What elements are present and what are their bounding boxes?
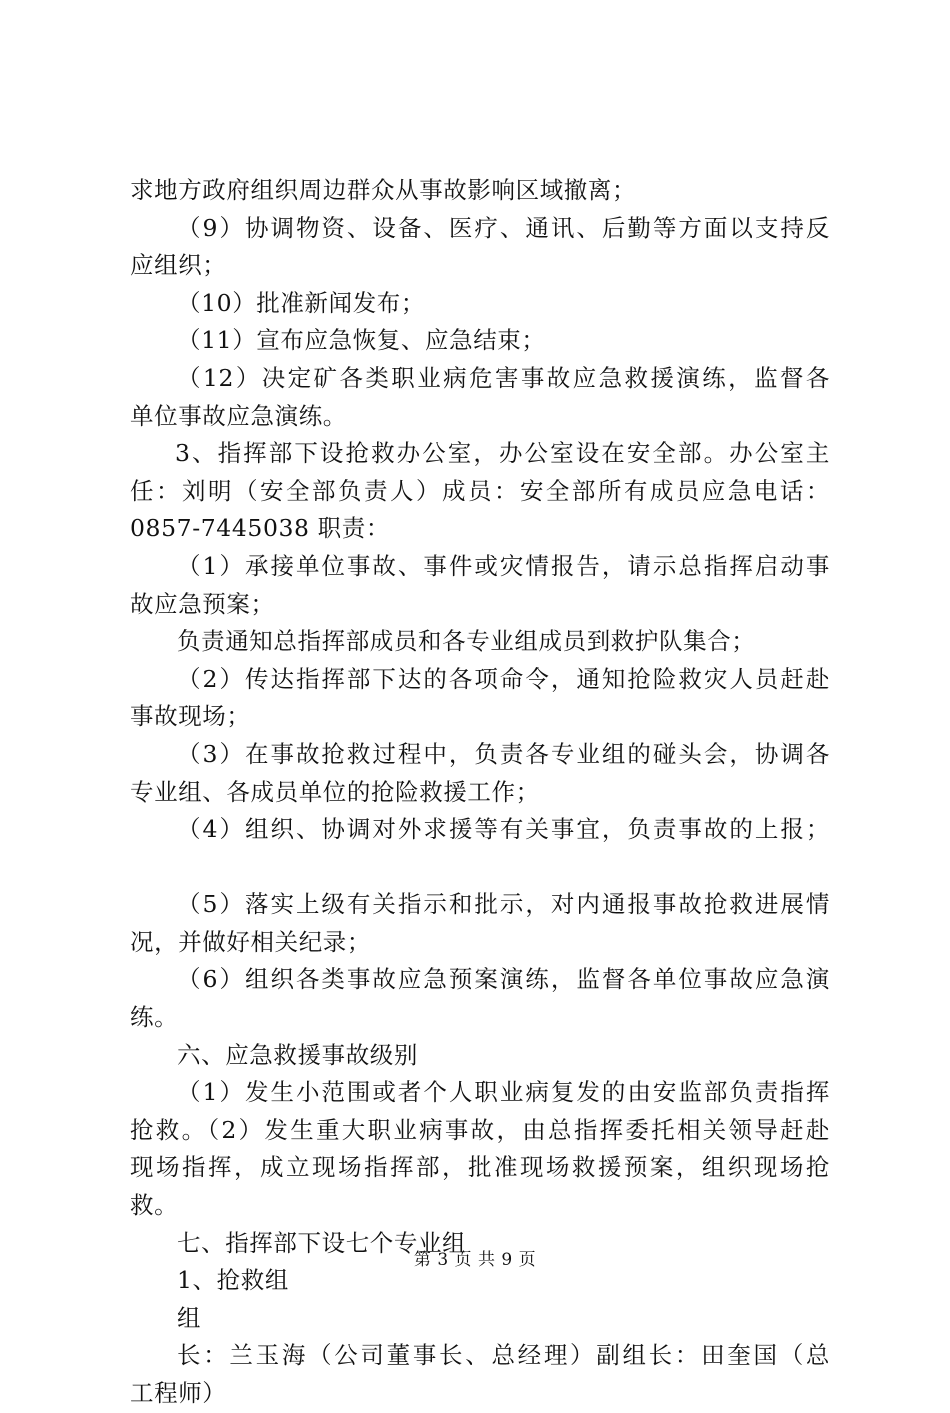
section-heading: 六、应急救援事故级别 xyxy=(177,1040,418,1069)
page-footer xyxy=(0,1245,950,1270)
text-line: （5）落实上级有关指示和批示，对内通报事故抢救进展情 xyxy=(177,890,830,919)
text-line: （4）组织、协调对外求援等有关事宜，负责事故的上报； xyxy=(177,815,830,844)
text-line: 长：兰玉海（公司董事长、总经理）副组长：田奎国（总 xyxy=(177,1341,830,1370)
text-line: 任：刘明（安全部负责人）成员：安全部所有成员应急电话： xyxy=(130,476,830,505)
text-line: 0857-7445038 职责： xyxy=(130,514,390,543)
text-line: 专业组、各成员单位的抢险救援工作； xyxy=(130,777,540,806)
document-body xyxy=(130,172,830,1413)
text-line: 练。 xyxy=(130,1003,179,1032)
text-line: （3）在事故抢救过程中，负责各专业组的碰头会，协调各 xyxy=(177,739,830,768)
text-line: 工程师） xyxy=(130,1379,227,1407)
text-line: （2）传达指挥部下达的各项命令，通知抢险救灾人员赶赴 xyxy=(177,664,830,693)
text-line: 求地方政府组织周边群众从事故影响区域撤离； xyxy=(130,176,637,204)
text-line: 应组织； xyxy=(130,251,227,280)
text-line: （1）承接单位事故、事件或灾情报告，请示总指挥启动事 xyxy=(177,551,830,580)
text-line: 抢救。（2）发生重大职业病事故，由总指挥委托相关领导赶赴 xyxy=(130,1115,830,1144)
text-line: 故应急预案； xyxy=(130,589,275,618)
text-line: （11）宣布应急恢复、应急结束； xyxy=(177,326,546,355)
text-line: （12）决定矿各类职业病危害事故应急救援演练，监督各 xyxy=(177,363,830,392)
text-line: 单位事故应急演练。 xyxy=(130,401,347,430)
blank-line xyxy=(130,849,830,887)
text-line: 负责通知总指挥部成员和各专业组成员到救护队集合； xyxy=(177,627,756,656)
text-line: （9）协调物资、设备、医疗、通讯、后勤等方面以支持反 xyxy=(177,213,830,242)
page-number: 第 3 页 共 9 页 xyxy=(413,1250,537,1270)
text-line: 3、指挥部下设抢救办公室，办公室设在安全部。办公室主 xyxy=(175,439,830,468)
text-line: 现场指挥，成立现场指挥部，批准现场救援预案，组织现场抢 xyxy=(130,1153,830,1182)
section-heading: 七、指挥部下设七个专业组 xyxy=(177,1228,467,1257)
text-line: 况，并做好相关纪录； xyxy=(130,927,371,956)
text-line: （10）批准新闻发布； xyxy=(177,288,426,317)
text-line: 组 xyxy=(177,1303,202,1332)
subsection-heading: 1、抢救组 xyxy=(177,1266,289,1295)
text-line: 事故现场； xyxy=(130,702,251,731)
text-line: （6）组织各类事故应急预案演练，监督各单位事故应急演 xyxy=(177,965,830,994)
text-line: 救。 xyxy=(130,1191,179,1220)
text-line: （1）发生小范围或者个人职业病复发的由安监部负责指挥 xyxy=(177,1078,830,1107)
